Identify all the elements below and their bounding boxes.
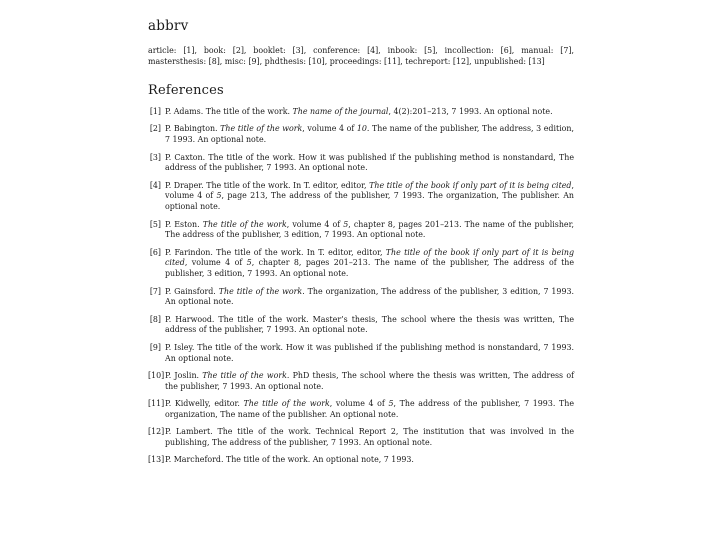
reference-text [165, 427, 574, 449]
reference-segment: P. Gainsford. [165, 286, 219, 296]
reference-segment: , volume 4 of [329, 398, 389, 408]
reference-italic-segment: 5 [343, 219, 349, 229]
reference-segment: . PhD thesis, The school where the thesis was written, The address of the publisher, 7 1993. An optional note. [165, 370, 574, 391]
reference-number: [1] [149, 107, 161, 117]
reference-entry [148, 181, 574, 213]
reference-text [165, 124, 574, 146]
reference-number: [6] [149, 247, 161, 257]
reference-segment: P. Joslin. [165, 370, 203, 380]
reference-number: [9] [149, 342, 161, 352]
reference-entry [148, 153, 574, 175]
reference-number: [5] [149, 219, 161, 229]
reference-italic-segment: 5 [388, 398, 394, 408]
reference-entry [148, 220, 574, 242]
references-heading: References [148, 83, 224, 99]
reference-segment: P. Marcheford. The title of the work. An optional note, 7 1993. [165, 455, 414, 465]
reference-segment: , 4(2):201–213, 7 1993. An optional note. [388, 107, 553, 117]
reference-entry [148, 248, 574, 280]
reference-italic-segment: The title of the book if only part of it is being cited [369, 180, 572, 190]
reference-number: [11] [148, 398, 165, 408]
reference-segment: . The name of the publisher, The address, 3 edition, 7 1993. An optional note. [165, 124, 575, 145]
reference-text [165, 343, 574, 365]
reference-segment: P. Isley. The title of the work. How it was published if the publishing method is nonstandard, 7 1993. An optional note. [165, 342, 574, 363]
reference-segment: P. Draper. The title of the work. In T. editor, editor, [165, 180, 370, 190]
reference-number: [3] [149, 152, 161, 162]
reference-number: [7] [149, 286, 161, 296]
reference-entry [148, 287, 574, 309]
reference-text [165, 220, 574, 242]
reference-text [165, 153, 574, 175]
reference-segment: P. Babington. [165, 124, 221, 134]
reference-segment: P. Caxton. The title of the work. How it was published if the publishing method is nonstandard, The address of the publisher, 7 1993. An optional note. [165, 152, 574, 173]
reference-number: [13] [148, 455, 165, 465]
reference-text [165, 399, 574, 421]
reference-number: [8] [149, 314, 161, 324]
reference-entry [148, 343, 574, 365]
reference-text [165, 315, 574, 337]
entry-type-index: article: [1], book: [2], booklet: [3], conference: [4], inbook: [5], incollection: [6], manual: [7], mastersthesis: [8], misc: [9], phdthesis: [10], proceedings: [11], techreport: [12], unpublished: [13] [148, 46, 574, 66]
reference-segment: P. Adams. The title of the work. [165, 107, 293, 117]
reference-italic-segment: The title of the work [220, 124, 303, 134]
reference-segment: P. Farindon. The title of the work. In T. editor, editor, [165, 247, 386, 257]
reference-entry [148, 427, 574, 449]
reference-entry [148, 315, 574, 337]
reference-segment: , chapter 8, pages 201–213. The name of the publisher, The address of the publisher, 3 edition, 7 1993. An optional note. [165, 258, 574, 279]
reference-segment: . The organization, The address of the publisher, 3 edition, 7 1993. An optional note. [165, 286, 574, 307]
document-page [148, 18, 574, 472]
reference-number: [10] [148, 370, 165, 380]
document-title: abbrv [148, 18, 189, 34]
reference-text [165, 181, 574, 213]
reference-italic-segment: The title of the book if only part of it is being cited [165, 247, 574, 268]
reference-segment: P. Kidwelly, editor. [165, 398, 244, 408]
reference-number: [2] [149, 124, 161, 134]
reference-segment: , volume 4 of [286, 219, 344, 229]
reference-text [165, 248, 574, 280]
reference-italic-segment: The title of the work [243, 398, 330, 408]
reference-italic-segment: The title of the work [202, 219, 287, 229]
reference-text [165, 371, 574, 393]
reference-segment: P. Harwood. The title of the work. Master’s thesis, The school where the thesis was written, The address of the publisher, 7 1993. An optional note. [165, 314, 574, 335]
reference-entry [148, 107, 574, 118]
reference-list [148, 107, 574, 466]
reference-segment: , chapter 8, pages 201–213. The name of the publisher, The address of the publisher, 3 edition, 7 1993. An optional note. [165, 219, 574, 240]
reference-segment: P. Lambert. The title of the work. Technical Report 2, The institution that was involved in the publishing, The address of the publisher, 7 1993. An optional note. [165, 427, 574, 447]
reference-entry [148, 399, 574, 421]
reference-text [165, 287, 574, 309]
reference-segment: , page 213, The address of the publisher, 7 1993. The organization, The publisher. An optional note. [165, 191, 574, 212]
reference-italic-segment: 10 [356, 124, 367, 134]
reference-segment: , volume 4 of [165, 180, 574, 201]
reference-segment: P. Eston. [165, 219, 203, 229]
reference-italic-segment: The title of the work [202, 370, 287, 380]
reference-segment: , volume 4 of [302, 124, 357, 134]
reference-italic-segment: The name of the journal [292, 107, 389, 117]
reference-segment: , volume 4 of [184, 258, 247, 268]
reference-italic-segment: 5 [216, 191, 222, 201]
reference-italic-segment: The title of the work [218, 286, 303, 296]
reference-number: [12] [148, 427, 165, 437]
reference-segment: , The address of the publisher, 7 1993. The organization, The name of the publisher. An optional note. [165, 398, 574, 419]
reference-number: [4] [149, 180, 161, 190]
reference-italic-segment: 5 [246, 258, 252, 268]
reference-entry [148, 371, 574, 393]
reference-text [165, 455, 574, 466]
reference-entry [148, 124, 574, 146]
reference-entry [148, 455, 574, 466]
reference-text [165, 107, 574, 118]
